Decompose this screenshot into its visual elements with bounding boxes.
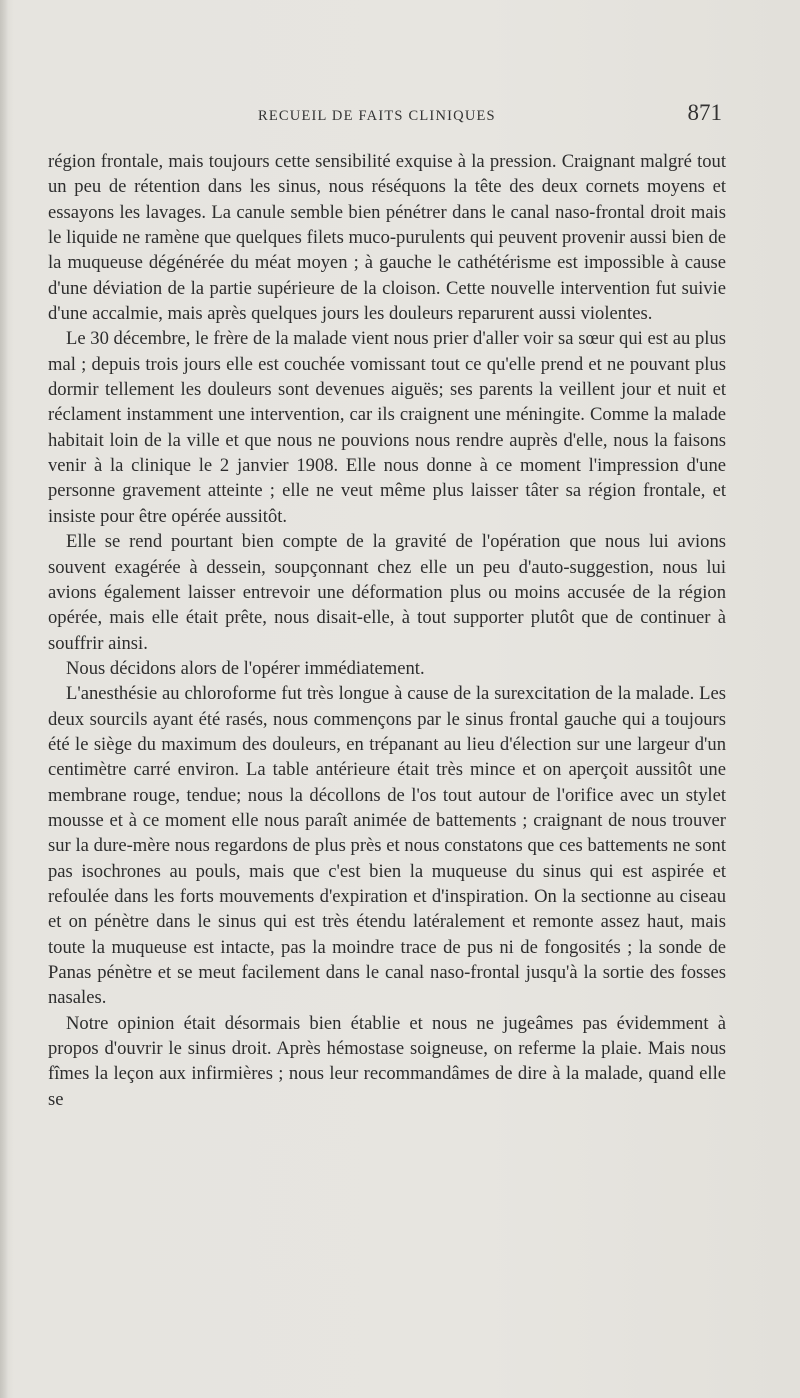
body-text — [48, 149, 726, 1112]
paragraph: région frontale, mais toujours cette sensibilité exquise à la pression. Craignant malgré tout un peu de rétention dans les sinus, nous réséquons la tête des deux cornets moyens et essayons les lavages. La canule semble bien pénétrer dans le canal naso-frontal droit mais le liquide ne ramène que quelques filets muco-purulents qui peuvent provenir aussi bien de la muqueuse dégénérée du méat moyen ; à gauche le cathétérisme est impossible à cause d'une déviation de la partie supérieure de la cloison. Cette nouvelle intervention fut suivie d'une accalmie, mais après quelques jours les douleurs reparurent aussi violentes. — [48, 151, 726, 325]
paragraph: Elle se rend pourtant bien compte de la gravité de l'opération que nous lui avions souvent exagérée à dessein, soupçonnant chez elle un peu d'auto-suggestion, nous lui avions également laisser entrevoir une déformation plus ou moins accusée de la région opérée, mais elle était prête, nous disait-elle, à tout supporter plutôt que de continuer à souffrir ainsi. — [48, 531, 726, 654]
paragraph: Le 30 décembre, le frère de la malade vient nous prier d'aller voir sa sœur qui est au plus mal ; depuis trois jours elle est couchée vomissant tout ce qu'elle prend et ne pouvant plus dormir tellement les douleurs sont devenues aiguës; ses parents la veillent jour et nuit et réclament instamment une intervention, car ils craignent une méningite. Comme la malade habitait loin de la ville et que nous ne pouvions nous rendre auprès d'elle, nous la faisons venir à la clinique le 2 janvier 1908. Elle nous donne à ce moment l'impression d'une personne gravement atteinte ; elle ne veut même plus laisser tâter sa région frontale, et insiste pour être opérée aussitôt. — [48, 328, 726, 527]
paragraph: Notre opinion était désormais bien établie et nous ne jugeâmes pas évidemment à propos d'ouvrir le sinus droit. Après hémostase soigneuse, on referme la plaie. Mais nous fîmes la leçon aux infirmières ; nous leur recommandâmes de dire à la malade, quand elle se — [48, 1012, 726, 1110]
paragraph: Nous décidons alors de l'opérer immédiatement. — [66, 657, 425, 679]
binding-shadow — [0, 0, 8, 1398]
page-header — [48, 100, 726, 130]
running-title: RECUEIL DE FAITS CLINIQUES — [258, 108, 496, 124]
page-number: 871 — [687, 100, 722, 125]
paragraph: L'anesthésie au chloroforme fut très longue à cause de la surexcitation de la malade. Les deux sourcils ayant été rasés, nous commençons par le sinus frontal gauche qui a toujours été le siège du maximum des douleurs, en trépanant au lieu d'élection sur une largeur d'un centimètre carré environ. La table antérieure était très mince et on aperçoit aussitôt une membrane rouge, tendue; nous la décollons de l'os tout autour de l'orifice avec un stylet mousse et à ce moment elle nous paraît animée de battements ; craignant de nous trouver sur la dure-mère nous regardons de plus près et nous constatons que ces battements ne sont pas isochrones au pouls, mais que c'est bien la muqueuse du sinus qui est aspirée et refoulée dans les forts mouvements d'expiration et d'inspiration. On la sectionne au ciseau et on pénètre dans le sinus qui est très étendu latéralement et remonte assez haut, mais toute la muqueuse est intacte, pas la moindre trace de pus ni de fongosités ; la sonde de Panas pénètre et se meut facilement dans le canal naso-frontal jusqu'à la sortie des fosses nasales. — [48, 683, 726, 1009]
